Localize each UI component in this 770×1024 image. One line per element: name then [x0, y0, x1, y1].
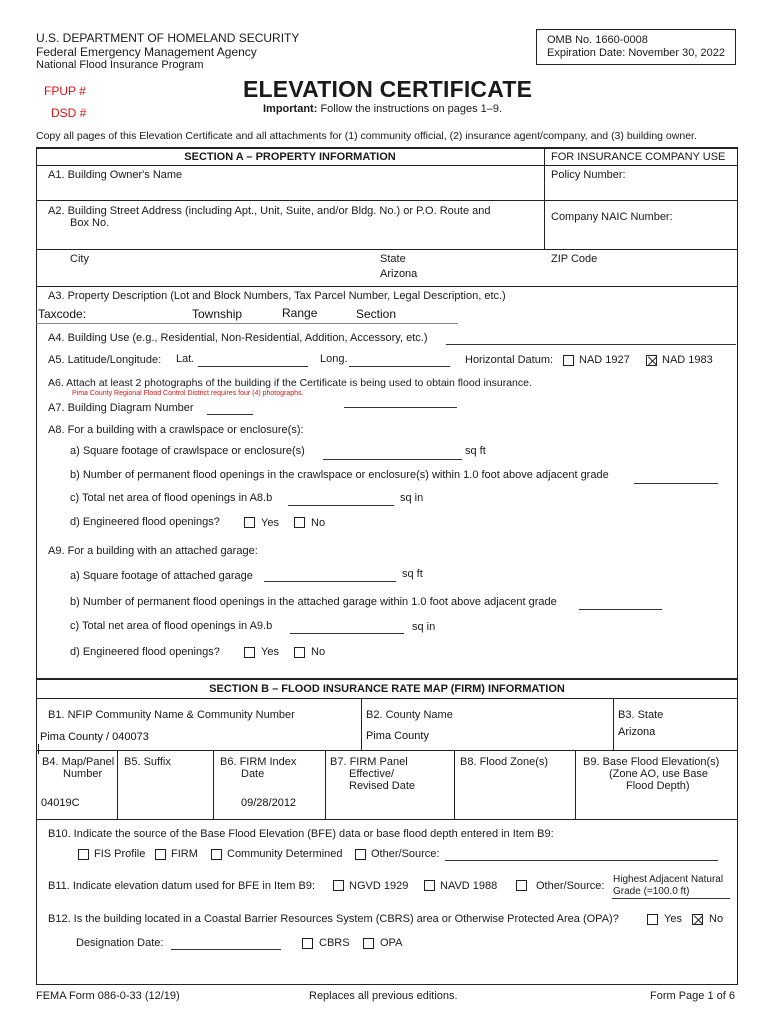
- b1-value[interactable]: Pima County / 040073: [40, 731, 149, 743]
- fis-profile-checkbox[interactable]: [78, 849, 89, 860]
- city-label: City: [70, 253, 89, 265]
- omb-box: [536, 29, 736, 65]
- nad1983-label: NAD 1983: [662, 354, 713, 366]
- b3-value[interactable]: Arizona: [618, 726, 656, 738]
- cbrs-label: CBRS: [319, 937, 350, 949]
- rule: [38, 744, 39, 754]
- a9d-label: d) Engineered flood openings?: [70, 646, 220, 658]
- range-label: Range: [282, 306, 318, 320]
- b11-other-input[interactable]: [612, 898, 730, 899]
- a8d-yes-checkbox[interactable]: [244, 517, 255, 528]
- b6-value[interactable]: 09/28/2012: [241, 797, 297, 809]
- b4-label-line1: B4. Map/Panel: [42, 756, 115, 768]
- b12-label: B12. Is the building located in a Coastal Barrier Resources System (CBRS) area or Otherwise Protected Area (OPA)?: [48, 913, 619, 925]
- b6-label-line1: B6. FIRM Index: [220, 756, 297, 768]
- nad1983-checkbox[interactable]: [646, 355, 657, 366]
- b11-other-label: Other/Source:: [536, 880, 605, 892]
- b7-label-line2: Effective/: [349, 768, 395, 780]
- state-value[interactable]: Arizona: [380, 268, 418, 280]
- designation-date-label: Designation Date:: [76, 937, 164, 949]
- a4-label: A4. Building Use (e.g., Residential, Non-Residential, Addition, Accessory, etc.): [48, 332, 428, 344]
- b8-label: B8. Flood Zone(s): [460, 756, 549, 768]
- agency-dhs: U.S. DEPARTMENT OF HOMELAND SECURITY: [36, 31, 300, 45]
- fpup-label: FPUP #: [44, 84, 86, 98]
- b10-other-label: Other/Source:: [371, 848, 440, 860]
- a9d-no-label: No: [311, 646, 326, 658]
- a8b-input[interactable]: [634, 483, 718, 484]
- a8c-label: c) Total net area of flood openings in A8.b: [70, 492, 273, 504]
- b3-label: B3. State: [618, 709, 664, 721]
- form-number: FEMA Form 086-0-33 (12/19): [36, 990, 180, 1002]
- a8b-label: b) Number of permanent flood openings in the crawlspace or enclosure(s) within 1.0 foot above adjacent grade: [70, 469, 609, 481]
- highest-grade-line2[interactable]: Grade (=100.0 ft): [613, 886, 690, 897]
- a2-label-line1: A2. Building Street Address (including Apt., Unit, Suite, and/or Bldg. No.) or P.O. Route and: [48, 205, 491, 217]
- b11-label: B11. Indicate elevation datum used for BFE in Item B9:: [48, 880, 315, 892]
- a8d-label: d) Engineered flood openings?: [70, 516, 220, 528]
- a7-label: A7. Building Diagram Number: [48, 402, 194, 414]
- pima-photo-note: Pima County Regional Flood Control District requires four (4) photographs.: [72, 390, 304, 397]
- township-label: Township: [192, 307, 243, 321]
- a9b-input[interactable]: [579, 609, 662, 610]
- a5-label: A5. Latitude/Longitude:: [48, 354, 162, 366]
- replaces-note: Replaces all previous editions.: [309, 990, 458, 1002]
- b2-label: B2. County Name: [366, 709, 453, 721]
- a8c-input[interactable]: [288, 505, 394, 506]
- b9-label-line1: B9. Base Flood Elevation(s): [583, 756, 720, 768]
- frame-top: [36, 147, 738, 149]
- b7-label-line3: Revised Date: [349, 780, 416, 792]
- important-note: [263, 103, 502, 115]
- b12-yes-checkbox[interactable]: [647, 914, 658, 925]
- a8c-unit: sq in: [400, 492, 424, 504]
- b10-other-checkbox[interactable]: [355, 849, 366, 860]
- community-determined-label: Community Determined: [227, 848, 343, 860]
- a9d-yes-label: Yes: [261, 646, 279, 658]
- frame-left: [36, 147, 37, 984]
- cbrs-checkbox[interactable]: [302, 938, 313, 949]
- rule: [361, 698, 362, 750]
- a9a-input[interactable]: [264, 581, 396, 582]
- frame-right: [737, 147, 738, 984]
- nad1927-checkbox[interactable]: [563, 355, 574, 366]
- rule: [36, 819, 738, 820]
- horizontal-datum-label: Horizontal Datum:: [465, 354, 554, 366]
- ngvd-label: NGVD 1929: [349, 880, 409, 892]
- b5-label: B5. Suffix: [124, 756, 171, 768]
- fis-profile-label: FIS Profile: [94, 848, 146, 860]
- community-determined-checkbox[interactable]: [211, 849, 222, 860]
- naic-label: Company NAIC Number:: [551, 211, 673, 223]
- zip-label: ZIP Code: [551, 253, 598, 265]
- a8-label: A8. For a building with a crawlspace or enclosure(s):: [48, 424, 304, 436]
- a9d-yes-checkbox[interactable]: [244, 647, 255, 658]
- rule: [36, 249, 738, 250]
- a4-input[interactable]: [446, 344, 736, 345]
- a9c-unit: sq in: [412, 621, 436, 633]
- a9c-input[interactable]: [290, 633, 404, 634]
- important-text: Follow the instructions on pages 1–9.: [317, 103, 503, 115]
- rule: [36, 200, 738, 201]
- a3-label: A3. Property Description (Lot and Block Numbers, Tax Parcel Number, Legal Description, etc.): [48, 290, 506, 302]
- a8a-unit: sq ft: [465, 445, 486, 457]
- designation-date-input[interactable]: [171, 949, 281, 950]
- a9c-label: c) Total net area of flood openings in A9.b: [70, 620, 273, 632]
- rule: [575, 750, 576, 819]
- rule: [117, 750, 118, 819]
- section-label: Section: [356, 307, 397, 321]
- a8d-no-label: No: [311, 517, 326, 529]
- frame-bottom: [36, 984, 738, 985]
- a7-input[interactable]: [207, 414, 253, 415]
- section-b-title: SECTION B – FLOOD INSURANCE RATE MAP (FIRM) INFORMATION: [209, 683, 565, 695]
- b6-label-line2: Date: [241, 768, 265, 780]
- agency-nfip: National Flood Insurance Program: [36, 59, 204, 71]
- b12-yes-label: Yes: [664, 913, 682, 925]
- long-label: Long.: [320, 353, 348, 365]
- rule: [36, 323, 458, 324]
- lat-input[interactable]: [198, 366, 308, 367]
- rule: [36, 165, 738, 166]
- b11-other-checkbox[interactable]: [516, 880, 527, 891]
- navd-label: NAVD 1988: [440, 880, 498, 892]
- rule: [36, 678, 738, 680]
- a9-label: A9. For a building with an attached garage:: [48, 545, 258, 557]
- firm-checkbox[interactable]: [155, 849, 166, 860]
- a9a-label: a) Square footage of attached garage: [70, 570, 253, 582]
- insurance-use-label: FOR INSURANCE COMPANY USE: [551, 151, 726, 163]
- ngvd-checkbox[interactable]: [333, 880, 344, 891]
- a8d-yes-label: Yes: [261, 517, 279, 529]
- b12-no-label: No: [709, 913, 724, 925]
- b2-value[interactable]: Pima County: [366, 730, 429, 742]
- page-number: Form Page 1 of 6: [650, 990, 735, 1002]
- expiration-date: Expiration Date: November 30, 2022: [547, 47, 725, 59]
- section-a-title: SECTION A – PROPERTY INFORMATION: [184, 151, 396, 163]
- a9a-unit: sq ft: [402, 568, 423, 580]
- rule: [544, 147, 545, 249]
- navd-checkbox[interactable]: [424, 880, 435, 891]
- important-label: Important:: [263, 103, 318, 115]
- opa-label: OPA: [380, 937, 403, 949]
- agency-fema: Federal Emergency Management Agency: [36, 45, 257, 59]
- rule: [36, 286, 738, 287]
- a9d-no-checkbox[interactable]: [294, 647, 305, 658]
- b9-label-line3: Flood Depth): [626, 780, 690, 792]
- b10-other-input[interactable]: [445, 860, 718, 861]
- a8a-input[interactable]: [323, 459, 462, 460]
- firm-label: FIRM: [171, 848, 198, 860]
- a6-label: A6. Attach at least 2 photographs of the building if the Certificate is being used to obtain flood insurance.: [48, 377, 532, 389]
- b12-no-checkbox[interactable]: [692, 914, 703, 925]
- taxcode-label: Taxcode:: [38, 307, 87, 321]
- b7-label-line1: B7. FIRM Panel: [330, 756, 408, 768]
- policy-number-label: Policy Number:: [551, 169, 626, 181]
- opa-checkbox[interactable]: [363, 938, 374, 949]
- b1-label: B1. NFIP Community Name & Community Number: [48, 709, 295, 721]
- b10-label: B10. Indicate the source of the Base Flood Elevation (BFE) data or base flood depth entered in Item B9:: [48, 828, 554, 840]
- rule: [36, 750, 738, 751]
- b4-value[interactable]: 04019C: [41, 797, 80, 809]
- nad1927-label: NAD 1927: [579, 354, 630, 366]
- rule: [325, 750, 326, 819]
- rule: [213, 750, 214, 819]
- b4-label-line2: Number: [63, 768, 103, 780]
- long-input[interactable]: [349, 366, 450, 367]
- highest-grade-line1[interactable]: Highest Adjacent Natural: [613, 874, 724, 885]
- page-title: ELEVATION CERTIFICATE: [243, 76, 533, 102]
- a9b-label: b) Number of permanent flood openings in the attached garage within 1.0 foot above adjacent grade: [70, 596, 557, 608]
- a1-label: A1. Building Owner's Name: [48, 169, 183, 181]
- lat-label: Lat.: [176, 353, 195, 365]
- a8d-no-checkbox[interactable]: [294, 517, 305, 528]
- dsd-label: DSD #: [51, 106, 87, 120]
- rule: [36, 698, 738, 699]
- omb-number: OMB No. 1660-0008: [547, 34, 648, 46]
- a2-label-line2: Box No.: [70, 217, 110, 229]
- state-label: State: [380, 253, 406, 265]
- copy-note: Copy all pages of this Elevation Certificate and all attachments for (1) community official, (2) insurance agent/company, and (3) building owner.: [36, 130, 697, 142]
- rule: [613, 698, 614, 750]
- a8a-label: a) Square footage of crawlspace or enclosure(s): [70, 445, 305, 457]
- rule: [454, 750, 455, 819]
- b9-label-line2: (Zone AO, use Base: [609, 768, 709, 780]
- a6-photo-line: [344, 407, 457, 408]
